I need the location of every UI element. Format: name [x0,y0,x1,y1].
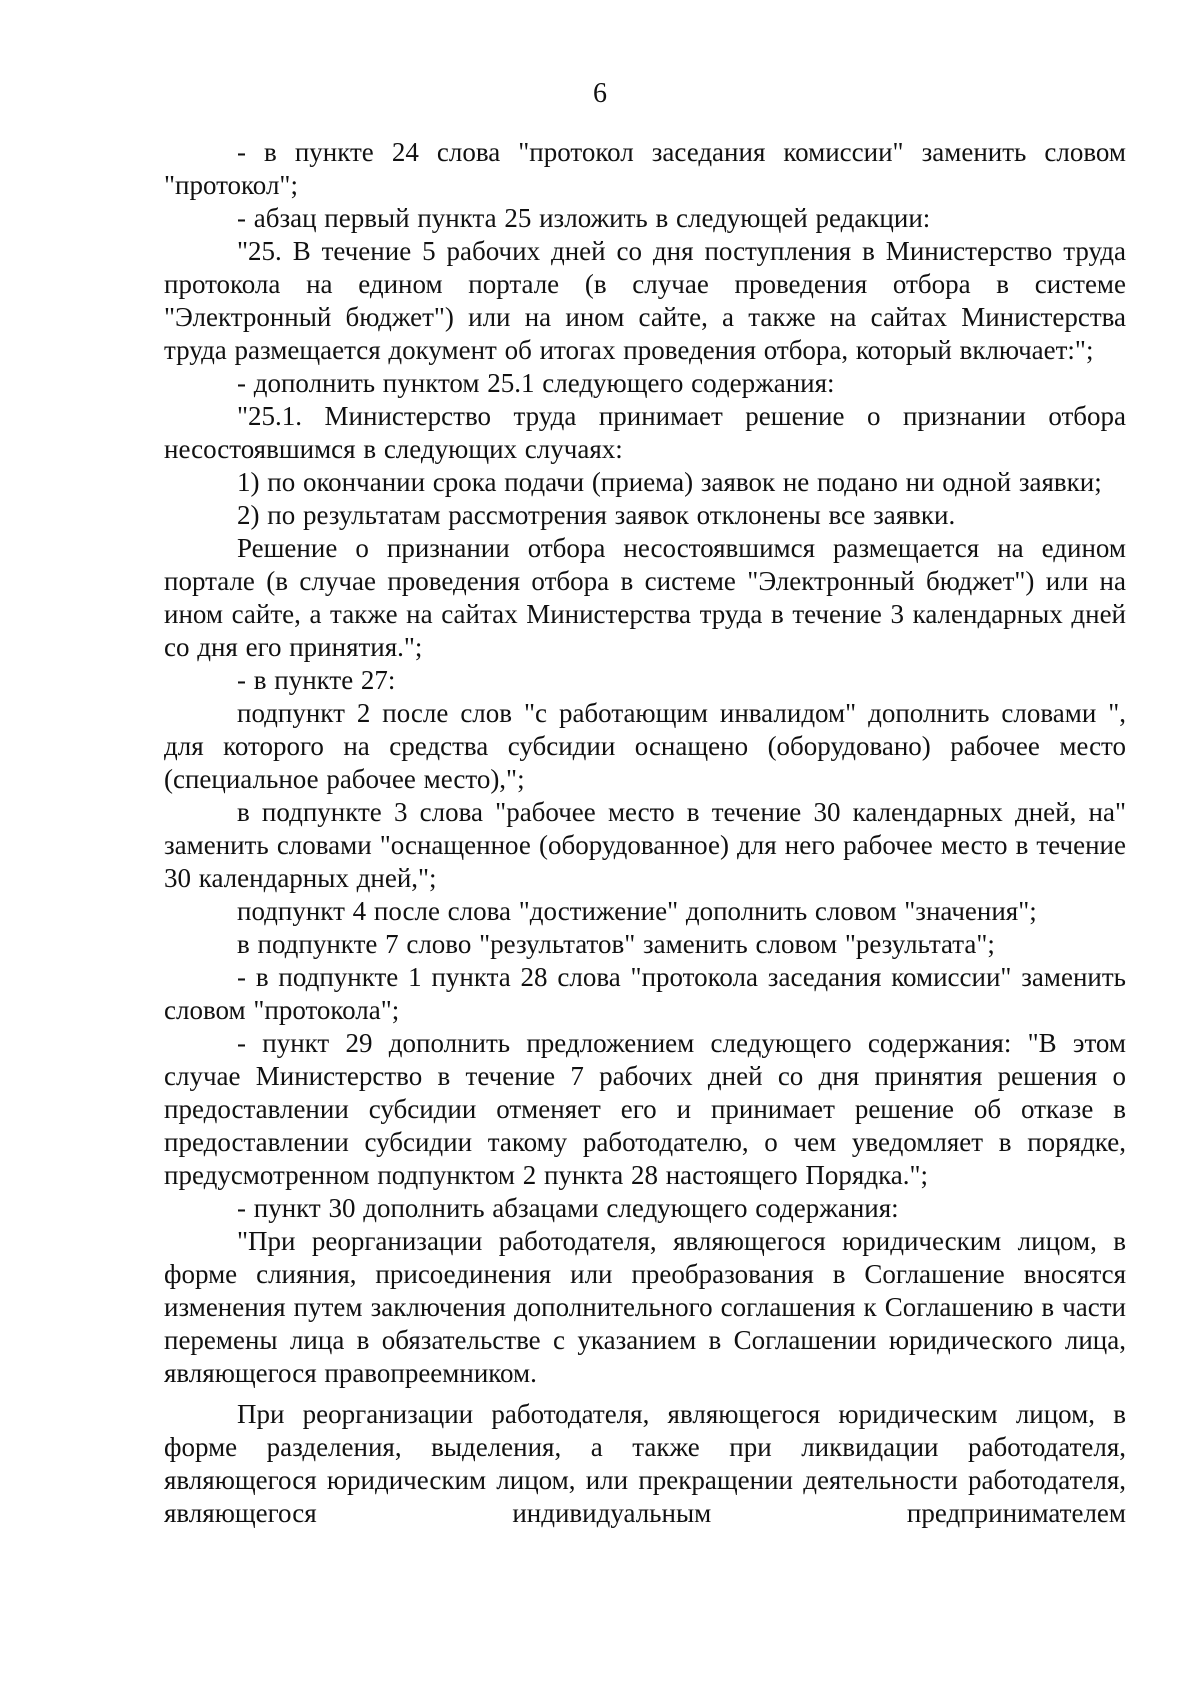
paragraph-p27-intro: - в пункте 27: [237,665,396,695]
paragraph-case-1: 1) по окончании срока подачи (приема) заявок не подано ни одной заявки; [237,467,1102,497]
page-number: 6 [593,78,607,109]
paragraph-p25-intro: - абзац первый пункта 25 изложить в следующей редакции: [237,203,931,233]
paragraph-p27-subitem-4: подпункт 4 после слова "достижение" дополнить словом "значения"; [237,896,1037,926]
paragraph-p27-subitem-2: подпункт 2 после слов "с работающим инвалидом" дополнить словами ", для которого на средства субсидии оснащено (оборудовано) рабочее место (специальное рабочее место),"; [164,698,1126,794]
paragraph-p28-amendment: - в подпункте 1 пункта 28 слова "протокола заседания комиссии" заменить словом "протокола"; [164,962,1126,1025]
paragraph-p25-1-intro: - дополнить пунктом 25.1 следующего содержания: [237,368,835,398]
document-body [164,136,1126,1530]
paragraph-p29-amendment: - пункт 29 дополнить предложением следующего содержания: "В этом случае Министерство в течение 7 рабочих дней со дня принятия решения о предоставлении субсидии отменяет его и принимает решение об отказе в предоставлении субсидии такому работодателю, о чем уведомляет в порядке, предусмотренном подпунктом 2 пункта 28 настоящего Порядка."; [164,1028,1126,1190]
paragraph-p30-intro: - пункт 30 дополнить абзацами следующего содержания: [237,1193,899,1223]
paragraph-p27-subitem-7: в подпункте 7 слово "результатов" заменить словом "результата"; [237,929,995,959]
paragraph-p25-text: "25. В течение 5 рабочих дней со дня поступления в Министерство труда протокола на едином портале (в случае проведения отбора в системе "Электронный бюджет") или на ином сайте, а также на сайтах Министерства труда размещается документ об итогах проведения отбора, который включает:"; [164,236,1126,365]
paragraph-p30-merger: "При реорганизации работодателя, являющегося юридическим лицом, в форме слияния, присоединения или преобразования в Соглашение вносятся изменения путем заключения дополнительного соглашения к Соглашению в части перемены лица в обязательстве с указанием в Соглашении юридического лица, являющегося правопреемником. [164,1226,1126,1388]
paragraph-decision-publication: Решение о признании отбора несостоявшимся размещается на едином портале (в случае проведения отбора в системе "Электронный бюджет") или на ином сайте, а также на сайтах Министерства труда в течение 3 календарных дней со дня его принятия."; [164,533,1126,662]
paragraph-p27-subitem-3: в подпункте 3 слова "рабочее место в течение 30 календарных дней, на" заменить словами "оснащенное (оборудованное) для него рабочее место в течение 30 календарных дней,"; [164,797,1126,893]
paragraph-p24-amendment: - в пункте 24 слова "протокол заседания комиссии" заменить словом "протокол"; [164,137,1126,200]
paragraph-p25-1-text: "25.1. Министерство труда принимает решение о признании отбора несостоявшимся в следующих случаях: [164,401,1126,464]
paragraph-case-2: 2) по результатам рассмотрения заявок отклонены все заявки. [237,500,956,530]
paragraph-p30-division: При реорганизации работодателя, являющегося юридическим лицом, в форме разделения, выделения, а также при ликвидации работодателя, являющегося юридическим лицом, или прекращении деятельности работодателя, являющегося индивидуальным предпринимателем [164,1399,1126,1528]
